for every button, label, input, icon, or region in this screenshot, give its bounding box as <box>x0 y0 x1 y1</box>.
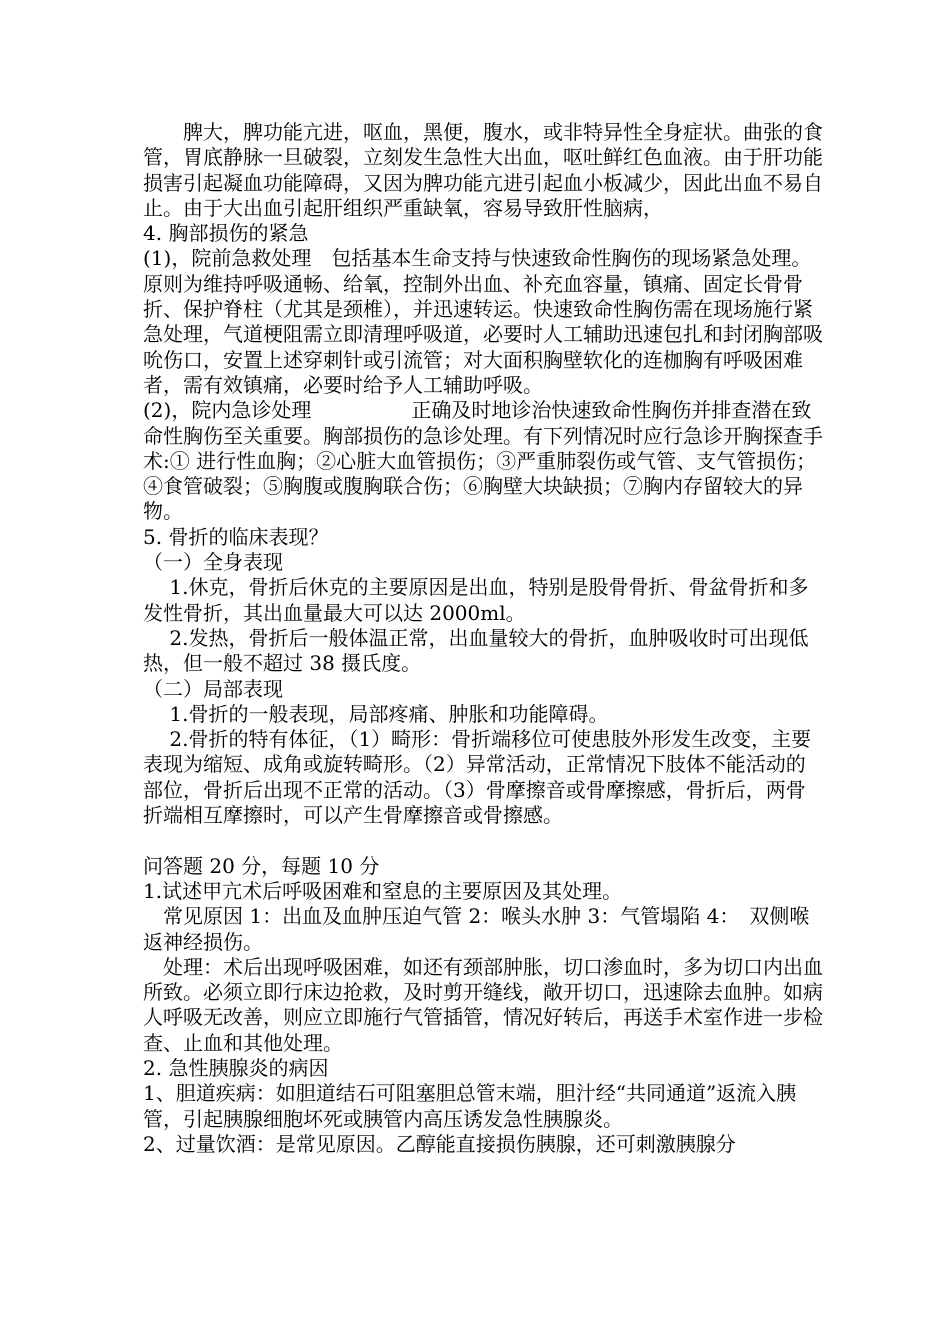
heading-fracture-manifestations: 5. 骨折的临床表现？ <box>143 524 329 549</box>
paragraph-in-hospital-care: (2)，院内急诊处理 正确及时地诊治快速致命性胸伤并排查潜在致命性胸伤至关重要。胸部损伤的急诊处理。有下列情况时应行急诊开胸探查手术:① 进行性血胸；②心脏大血管损伤；③严重肺裂伤或气管、支气管损伤；④食管破裂；⑤胸腹或腹胸联合伤；⑥胸壁大块缺损；⑦胸内存留较大的异物。 <box>143 398 823 524</box>
paragraph-portal-hypertension-symptoms: 脾大，脾功能亢进，呕血，黑便，腹水，或非特异性全身症状。曲张的食管，胃底静脉一旦破裂，立刻发生急性大出血，呕吐鲜红色血液。由于肝功能损害引起凝血功能障碍，又因为脾功能亢进引起血小板减少，因此出血不易自止。由于大出血引起肝组织严重缺氧，容易导致肝性脑病， <box>143 120 823 220</box>
question-hyperthyroid-dyspnea: 1.试述甲亢术后呼吸困难和窒息的主要原因及其处理。 <box>143 878 623 903</box>
paragraph-treatment: 处理：术后出现呼吸困难，如还有颈部肿胀，切口渗血时，多为切口内出血所致。必须立即行床边抢救，及时剪开缝线，敞开切口，迅速除去血肿。如病人呼吸无改善，则应立即施行气管插管，情况好转后，再送手术室作进一步检查、止血和其他处理。 <box>143 954 823 1055</box>
subheading-local: （二）局部表现 <box>143 676 283 701</box>
heading-chest-injury-emergency: 4. 胸部损伤的紧急 <box>143 221 309 246</box>
paragraph-specific-signs: 2.骨折的特有体征，（1）畸形：骨折端移位可使患肢外形发生改变，主要表现为缩短、成角或旋转畸形。（2）异常活动，正常情况下肢体不能活动的部位，骨折后出现不正常的活动。（3）骨摩擦音或骨摩擦感，骨折后，两骨折端相互摩擦时，可以产生骨摩擦音或骨擦感。 <box>143 727 812 828</box>
heading-essay-questions: 问答题 20 分，每题 10 分 <box>143 853 380 878</box>
paragraph-common-causes: 常见原因 1：出血及血肿压迫气管 2：喉头水肿 3：气管塌陷 4： 双侧喉返神经损伤。 <box>143 904 810 954</box>
subheading-systemic: （一）全身表现 <box>143 550 283 575</box>
paragraph-prehospital-care: (1)，院前急救处理 包括基本生命支持与快速致命性胸伤的现场紧急处理。原则为维持呼吸通畅、给氧，控制外出血、补充血容量，镇痛、固定长骨骨折、保护脊柱（尤其是颈椎），并迅速转运。快速致命性胸伤需在现场施行紧急处理，气道梗阻需立即清理呼吸道，必要时人工辅助迅速包扎和封闭胸部吸吮伤口，安置上述穿刺针或引流管；对大面积胸壁软化的连枷胸有呼吸困难者，需有效镇痛，必要时给予人工辅助呼吸。 <box>143 246 823 397</box>
paragraph-alcohol: 2、过量饮酒：是常见原因。乙醇能直接损伤胰腺，还可刺激胰腺分 <box>143 1131 736 1156</box>
heading-pancreatitis-causes: 2. 急性胰腺炎的病因 <box>143 1055 329 1080</box>
paragraph-biliary-disease: 1、胆道疾病：如胆道结石可阻塞胆总管末端，胆汁经“共同通道”返流入胰管，引起胰腺细胞坏死或胰管内高压诱发急性胰腺炎。 <box>143 1081 797 1131</box>
document-body <box>143 120 823 1157</box>
paragraph-general-signs: 1.骨折的一般表现，局部疼痛、肿胀和功能障碍。 <box>143 701 609 726</box>
paragraph-fever: 2.发热，骨折后一般体温正常，出血量较大的骨折，血肿吸收时可出现低热，但一般不超过 38 摄氏度。 <box>143 625 809 676</box>
paragraph-shock: 1.休克，骨折后休克的主要原因是出血，特别是股骨骨折、骨盆骨折和多发性骨折，其出血量最大可以达 2000ml。 <box>143 575 809 625</box>
blank-line <box>143 828 823 853</box>
